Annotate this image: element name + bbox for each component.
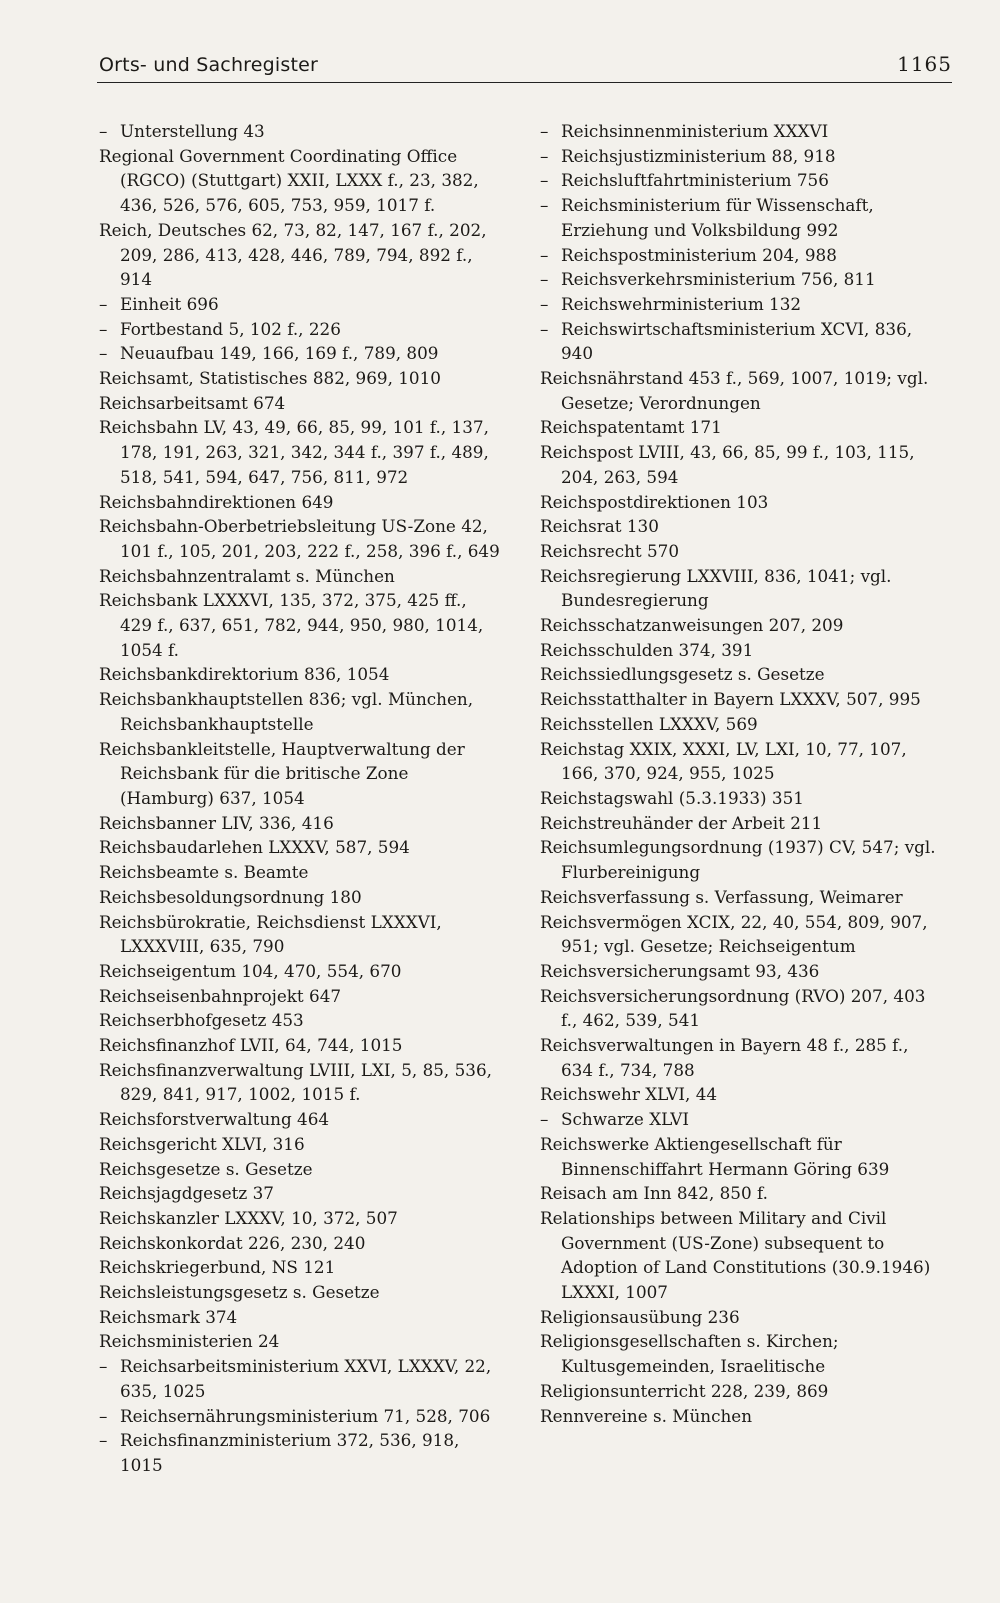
index-entry: [99, 885, 504, 910]
entry-text: Reichsmark 374: [99, 1306, 238, 1327]
entry-text: Reichstreuhänder der Arbeit 211: [540, 812, 823, 833]
entry-text: Reichspostdirektionen 103: [540, 491, 769, 512]
entry-text: Reichsbank LXXXVI, 135, 372, 375, 425 ff., 429 f., 637, 651, 782, 944, 950, 980, 1014, 1054 f.: [99, 590, 484, 660]
index-entry: [99, 1305, 504, 1330]
entry-text: Unterstellung 43: [120, 121, 265, 141]
index-entry: [99, 490, 504, 515]
index-subentry: [540, 193, 945, 242]
index-entry: [540, 1305, 945, 1330]
entry-text: Reichsbankleitstelle, Hauptverwaltung der Reichsbank für die britische Zone (Hamburg) 637, 1054: [99, 738, 465, 808]
index-entry: [99, 366, 504, 391]
index-subentry: [99, 1354, 504, 1403]
index-entry: [540, 564, 945, 613]
index-column-right: [540, 119, 945, 1428]
entry-text: Reichsbankdirektorium 836, 1054: [99, 664, 390, 685]
entry-text: Reichsschulden 374, 391: [540, 639, 754, 660]
index-entry: [540, 687, 945, 712]
index-entry: [540, 415, 945, 440]
index-entry: [540, 737, 945, 786]
entry-text: Reichsbahn LV, 43, 49, 66, 85, 99, 101 f., 137, 178, 191, 263, 321, 342, 344 f., 397 f., 489, 518, 541, 594, 647, 756, 811, 972: [99, 417, 489, 487]
index-entry: [99, 835, 504, 860]
index-entry: [99, 1132, 504, 1157]
entry-text: Religionsausübung 236: [540, 1306, 740, 1327]
index-entry: [99, 144, 504, 218]
entry-text: Reichsministerien 24: [99, 1331, 280, 1352]
index-entry: [99, 959, 504, 984]
entry-text: Schwarze XLVI: [561, 1109, 690, 1130]
subentry-dash: –: [540, 293, 549, 314]
index-entry: [540, 662, 945, 687]
index-subentry: [99, 119, 504, 144]
index-entry: [540, 786, 945, 811]
index-entry: [99, 1157, 504, 1182]
index-subentry: [99, 317, 504, 342]
index-entry: [540, 1404, 945, 1429]
entry-text: Reichsbeamte s. Beamte: [99, 862, 309, 883]
index-entry: [540, 959, 945, 984]
index-entry: [99, 564, 504, 589]
index-entry: [540, 1132, 945, 1181]
index-entry: [99, 1033, 504, 1058]
entry-text: Reichsnährstand 453 f., 569, 1007, 1019; vgl. Gesetze; Verordnungen: [540, 368, 929, 413]
entry-text: Reichsverkehrsministerium 756, 811: [561, 269, 876, 290]
entry-text: Reichswerke Aktiengesellschaft für Binnenschiffahrt Hermann Göring 639: [540, 1133, 890, 1179]
index-subentry: [540, 243, 945, 268]
entry-text: Reichspost LVIII, 43, 66, 85, 99 f., 103, 115, 204, 263, 594: [540, 442, 915, 487]
entry-text: Reichsbahndirektionen 649: [99, 491, 334, 512]
entry-text: Reichstagswahl (5.3.1933) 351: [540, 787, 804, 808]
subentry-dash: –: [99, 343, 108, 364]
index-entry: [99, 391, 504, 416]
index-subentry: [99, 1428, 504, 1477]
index-entry: [99, 984, 504, 1009]
index-entry: [99, 218, 504, 292]
subentry-dash: –: [540, 170, 549, 191]
subentry-dash: –: [540, 1109, 549, 1130]
index-entry: [99, 514, 504, 563]
index-subentry: [99, 292, 504, 317]
entry-text: Reichsjagdgesetz 37: [99, 1183, 274, 1204]
index-entry: [540, 440, 945, 489]
entry-text: Reichsforstverwaltung 464: [99, 1109, 330, 1130]
subentry-dash: –: [99, 121, 108, 141]
entry-text: Reichsministerium für Wissenschaft, Erziehung und Volksbildung 992: [561, 195, 874, 240]
entry-text: Reichseigentum 104, 470, 554, 670: [99, 960, 402, 981]
index-entry: [99, 1329, 504, 1354]
index-entry: [99, 662, 504, 687]
entry-text: Reichsversicherungsamt 93, 436: [540, 960, 820, 981]
index-entry: [540, 712, 945, 737]
index-entry: [99, 1255, 504, 1280]
entry-text: Reichsinnenministerium XXXVI: [561, 121, 829, 141]
index-entry: [540, 1082, 945, 1107]
index-entry: [99, 1181, 504, 1206]
index-subentry: [540, 119, 945, 144]
index-subentry: [540, 168, 945, 193]
entry-text: Reichsernährungsministerium 71, 528, 706: [120, 1405, 491, 1426]
index-entry: [99, 1206, 504, 1231]
entry-text: Rennvereine s. München: [540, 1405, 753, 1426]
index-entry: [540, 984, 945, 1033]
entry-text: Reichspatentamt 171: [540, 417, 722, 438]
page-number: 1165: [897, 52, 952, 76]
index-entry: [99, 811, 504, 836]
entry-text: Reichsamt, Statistisches 882, 969, 1010: [99, 368, 441, 389]
subentry-dash: –: [99, 293, 108, 314]
entry-text: Reichswehr XLVI, 44: [540, 1084, 718, 1105]
index-entry: [540, 1329, 945, 1378]
subentry-dash: –: [540, 145, 549, 166]
entry-text: Reichsrat 130: [540, 516, 659, 537]
index-entry: [99, 1107, 504, 1132]
index-entry: [99, 1231, 504, 1256]
entry-text: Reichstag XXIX, XXXI, LV, LXI, 10, 77, 107, 166, 370, 924, 955, 1025: [540, 738, 907, 784]
index-entry: [540, 1379, 945, 1404]
index-entry: [540, 539, 945, 564]
entry-text: Reichsstatthalter in Bayern LXXXV, 507, 995: [540, 689, 921, 710]
entry-text: Reichsrecht 570: [540, 540, 680, 561]
subentry-dash: –: [540, 269, 549, 290]
index-subentry: [99, 1404, 504, 1429]
index-entry: [99, 1008, 504, 1033]
entry-text: Religionsunterricht 228, 239, 869: [540, 1380, 829, 1401]
entry-text: Reichswehrministerium 132: [561, 293, 802, 314]
index-entry: [99, 1280, 504, 1305]
subentry-dash: –: [540, 121, 549, 141]
subentry-dash: –: [540, 195, 549, 216]
entry-text: Religionsgesellschaften s. Kirchen; Kultusgemeinden, Israelitische: [540, 1331, 839, 1377]
index-subentry: [540, 292, 945, 317]
entry-text: Reichsumlegungsordnung (1937) CV, 547; vgl. Flurbereinigung: [540, 837, 936, 883]
index-entry: [540, 1206, 945, 1305]
entry-text: Reichskanzler LXXXV, 10, 372, 507: [99, 1207, 398, 1228]
entry-text: Reichskonkordat 226, 230, 240: [99, 1232, 366, 1253]
entry-text: Reichserbhofgesetz 453: [99, 1010, 304, 1031]
subentry-dash: –: [99, 318, 108, 339]
index-entry: [540, 490, 945, 515]
entry-text: Reichswirtschaftsministerium XCVI, 836, 940: [561, 318, 913, 364]
index-subentry: [540, 1107, 945, 1132]
index-entry: [540, 514, 945, 539]
index-entry: [540, 885, 945, 910]
entry-text: Reichsfinanzhof LVII, 64, 744, 1015: [99, 1035, 403, 1056]
index-entry: [540, 613, 945, 638]
entry-text: Einheit 696: [120, 293, 219, 314]
index-entry: [99, 687, 504, 736]
entry-text: Reichsstellen LXXXV, 569: [540, 713, 758, 734]
header-rule: [97, 82, 952, 83]
index-entry: [540, 910, 945, 959]
entry-text: Neuaufbau 149, 166, 169 f., 789, 809: [120, 343, 439, 364]
entry-text: Reichsbahnzentralamt s. München: [99, 565, 395, 586]
entry-text: Reichseisenbahnprojekt 647: [99, 985, 342, 1006]
entry-text: Reichsfinanzverwaltung LVIII, LXI, 5, 85, 536, 829, 841, 917, 1002, 1015 f.: [99, 1059, 492, 1105]
entry-text: Reisach am Inn 842, 850 f.: [540, 1183, 768, 1204]
entry-text: Reichsbankhauptstellen 836; vgl. München, Reichsbankhauptstelle: [99, 689, 474, 734]
index-entry: [99, 588, 504, 662]
entry-text: Reichsbesoldungsordnung 180: [99, 886, 362, 907]
subentry-dash: –: [99, 1430, 108, 1451]
index-entry: [99, 860, 504, 885]
index-entry: [540, 638, 945, 663]
entry-text: Reichsvermögen XCIX, 22, 40, 554, 809, 907, 951; vgl. Gesetze; Reichseigentum: [540, 911, 928, 957]
entry-text: Reichsbanner LIV, 336, 416: [99, 812, 334, 833]
entry-text: Reichssiedlungsgesetz s. Gesetze: [540, 664, 825, 685]
entry-text: Reichsarbeitsamt 674: [99, 392, 286, 413]
index-entry: [540, 1181, 945, 1206]
index-entry: [99, 910, 504, 959]
entry-text: Reichspostministerium 204, 988: [561, 244, 837, 265]
entry-text: Reichsbaudarlehen LXXXV, 587, 594: [99, 837, 410, 858]
entry-text: Reichsverwaltungen in Bayern 48 f., 285 f., 634 f., 734, 788: [540, 1035, 909, 1080]
index-subentry: [540, 144, 945, 169]
index-entry: [540, 835, 945, 884]
subentry-dash: –: [540, 244, 549, 265]
entry-text: Reichskriegerbund, NS 121: [99, 1257, 336, 1278]
entry-text: Reichsfinanzministerium 372, 536, 918, 1015: [120, 1430, 460, 1475]
entry-text: Regional Government Coordinating Office (RGCO) (Stuttgart) XXII, LXXX f., 23, 382, 436, 526, 576, 605, 753, 959, 1017 f.: [99, 145, 479, 216]
entry-text: Reichsbürokratie, Reichsdienst LXXXVI, LXXXVIII, 635, 790: [99, 911, 442, 957]
entry-text: Reichsversicherungsordnung (RVO) 207, 403 f., 462, 539, 541: [540, 985, 926, 1031]
index-subentry: [540, 317, 945, 366]
entry-text: Reichsbahn-Oberbetriebsleitung US-Zone 42, 101 f., 105, 201, 203, 222 f., 258, 396 f., 649: [99, 516, 500, 561]
index-entry: [99, 1058, 504, 1107]
entry-text: Reichsgesetze s. Gesetze: [99, 1158, 313, 1179]
entry-text: Reichsgericht XLVI, 316: [99, 1133, 305, 1154]
entry-text: Reichsregierung LXXVIII, 836, 1041; vgl. Bundesregierung: [540, 565, 892, 611]
entry-text: Fortbestand 5, 102 f., 226: [120, 318, 341, 339]
entry-text: Reichsverfassung s. Verfassung, Weimarer: [540, 886, 903, 907]
entry-text: Reichsleistungsgesetz s. Gesetze: [99, 1282, 380, 1303]
index-column-left: [99, 119, 504, 1478]
index-entry: [99, 737, 504, 811]
entry-text: Reichsschatzanweisungen 207, 209: [540, 615, 844, 636]
entry-text: Relationships between Military and Civil Government (US-Zone) subsequent to Adoption of Land Constitutions (30.9.1946) LXXXI, 1007: [540, 1207, 931, 1303]
index-entry: [540, 366, 945, 415]
entry-text: Reichsluftfahrtministerium 756: [561, 170, 829, 191]
index-entry: [540, 1033, 945, 1082]
subentry-dash: –: [540, 318, 549, 339]
index-entry: [99, 415, 504, 489]
subentry-dash: –: [99, 1405, 108, 1426]
entry-text: Reichsarbeitsministerium XXVI, LXXXV, 22, 635, 1025: [120, 1356, 492, 1401]
subentry-dash: –: [99, 1356, 108, 1377]
entry-text: Reichsjustizministerium 88, 918: [561, 145, 836, 166]
index-subentry: [540, 267, 945, 292]
running-title: Orts- und Sachregister: [99, 54, 319, 76]
index-entry: [540, 811, 945, 836]
entry-text: Reich, Deutsches 62, 73, 82, 147, 167 f., 202, 209, 286, 413, 428, 446, 789, 794, 892 f., 914: [99, 219, 487, 290]
index-subentry: [99, 341, 504, 366]
